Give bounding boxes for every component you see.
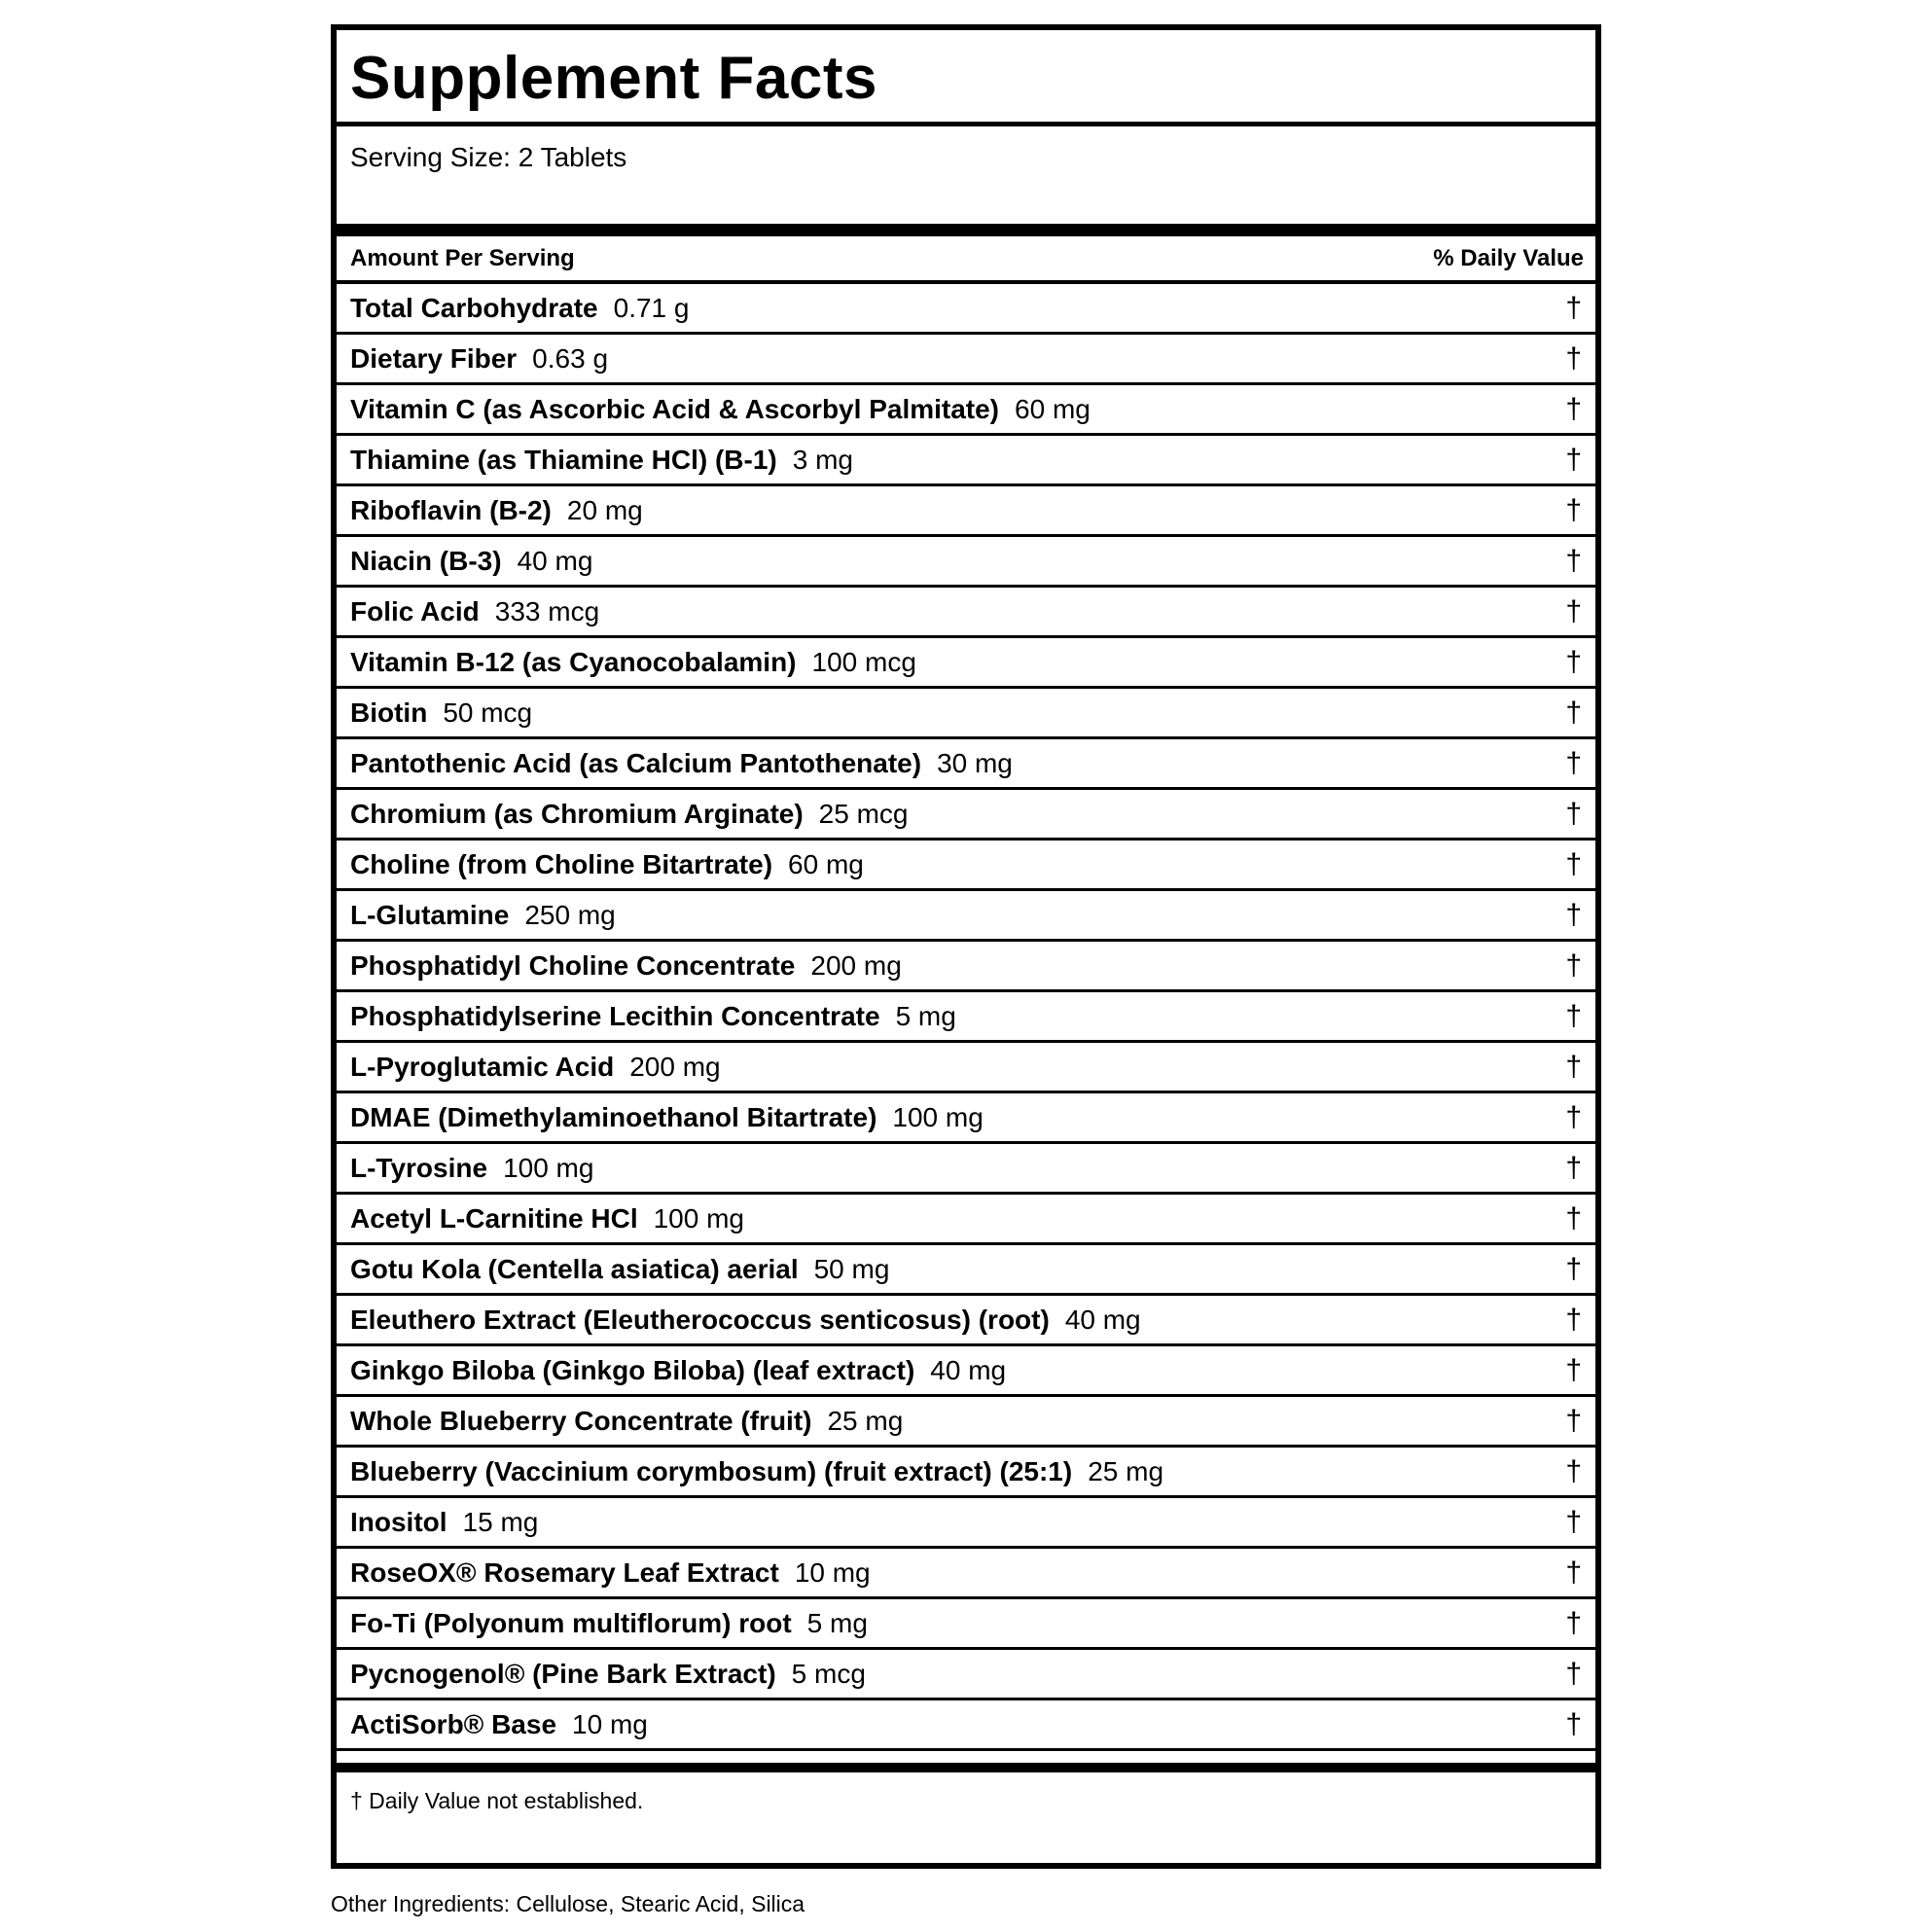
ingredient-name: RoseOX® Rosemary Leaf Extract [350, 1556, 779, 1588]
ingredient-amount: 200 mg [629, 1051, 721, 1082]
daily-value-header: % Daily Value [1433, 244, 1584, 271]
ingredient-row [337, 1650, 1595, 1700]
ingredient-name: Vitamin C (as Ascorbic Acid & Ascorbyl Palmitate) [350, 393, 1000, 424]
column-header-row [337, 236, 1595, 284]
ingredient-text [350, 1102, 984, 1133]
ingredient-row [337, 588, 1595, 638]
ingredient-amount: 333 mcg [494, 595, 600, 626]
ingredient-name: Total Carbohydrate [350, 292, 598, 323]
ingredient-row [337, 739, 1595, 790]
ingredient-row [337, 841, 1595, 891]
ingredient-amount: 100 mg [653, 1202, 745, 1234]
ingredient-row [337, 638, 1595, 689]
ingredient-amount: 200 mg [810, 949, 902, 981]
ingredient-amount: 100 mg [892, 1101, 984, 1132]
daily-value-dagger: † [1565, 341, 1582, 375]
ingredient-text [350, 748, 1013, 779]
ingredient-row [337, 1043, 1595, 1093]
daily-value-dagger: † [1565, 1151, 1582, 1184]
ingredient-name: Blueberry (Vaccinium corymbosum) (fruit extract) (25:1) [350, 1455, 1073, 1486]
ingredient-row [337, 284, 1595, 335]
ingredient-row [337, 689, 1595, 739]
daily-value-dagger: † [1565, 1657, 1582, 1690]
ingredient-text [350, 1355, 1006, 1386]
ingredient-text [350, 1659, 866, 1690]
ingredient-text [350, 546, 592, 577]
ingredient-amount: 25 mg [827, 1405, 904, 1436]
ingredient-name: L-Tyrosine [350, 1152, 488, 1183]
ingredient-name: Niacin (B-3) [350, 545, 502, 576]
ingredient-amount: 25 mcg [818, 798, 909, 829]
daily-value-dagger: † [1565, 898, 1582, 931]
daily-value-dagger: † [1565, 291, 1582, 324]
ingredient-name: Inositol [350, 1506, 447, 1537]
ingredient-row [337, 1346, 1595, 1397]
ingredient-row [337, 992, 1595, 1043]
daily-value-dagger: † [1565, 1252, 1582, 1285]
daily-value-dagger: † [1565, 443, 1582, 476]
ingredient-amount: 0.71 g [613, 292, 690, 323]
daily-value-dagger: † [1565, 392, 1582, 425]
ingredient-name: Acetyl L-Carnitine HCl [350, 1202, 638, 1234]
ingredient-amount: 10 mg [572, 1708, 648, 1739]
ingredient-name: Ginkgo Biloba (Ginkgo Biloba) (leaf extract) [350, 1354, 915, 1385]
ingredient-amount: 25 mg [1088, 1455, 1164, 1486]
ingredient-name: Pycnogenol® (Pine Bark Extract) [350, 1658, 776, 1689]
ingredient-name: Pantothenic Acid (as Calcium Pantothenate) [350, 747, 922, 778]
ingredient-amount: 100 mg [503, 1152, 594, 1183]
daily-value-dagger: † [1565, 1606, 1582, 1639]
ingredient-row [337, 942, 1595, 992]
ingredient-name: Phosphatidylserine Lecithin Concentrate [350, 1000, 880, 1031]
serving-size: Serving Size: 2 Tablets [350, 142, 627, 172]
daily-value-dagger: † [1565, 847, 1582, 880]
footnote: † Daily Value not established. [350, 1788, 644, 1813]
daily-value-dagger: † [1565, 1201, 1582, 1234]
ingredient-row [337, 1397, 1595, 1448]
ingredient-row [337, 1195, 1595, 1245]
ingredient-text [350, 293, 689, 324]
ingredient-text [350, 1001, 956, 1032]
daily-value-dagger: † [1565, 493, 1582, 526]
ingredient-text [350, 1153, 593, 1184]
amount-per-serving-header: Amount Per Serving [350, 244, 575, 271]
daily-value-dagger: † [1565, 746, 1582, 779]
ingredient-row [337, 1700, 1595, 1751]
ingredient-amount: 5 mcg [791, 1658, 866, 1689]
ingredient-amount: 40 mg [930, 1354, 1007, 1385]
daily-value-dagger: † [1565, 797, 1582, 830]
ingredient-amount: 60 mg [1015, 393, 1091, 424]
ingredient-text [350, 1456, 1163, 1487]
ingredient-name: Fo-Ti (Polyonum multiflorum) root [350, 1607, 792, 1638]
daily-value-dagger: † [1565, 1303, 1582, 1336]
ingredient-row [337, 891, 1595, 942]
ingredient-amount: 0.63 g [532, 342, 609, 374]
serving-row [337, 126, 1595, 236]
daily-value-dagger: † [1565, 1556, 1582, 1589]
ingredient-name: Whole Blueberry Concentrate (fruit) [350, 1405, 812, 1436]
ingredient-amount: 10 mg [794, 1556, 871, 1588]
ingredient-name: L-Glutamine [350, 899, 510, 930]
ingredient-amount: 20 mg [566, 494, 643, 525]
ingredient-text [350, 1203, 744, 1234]
ingredient-text [350, 1254, 889, 1285]
ingredient-amount: 50 mg [813, 1253, 890, 1284]
ingredient-text [350, 1709, 648, 1740]
ingredient-list [337, 284, 1595, 1751]
ingredient-amount: 250 mg [524, 899, 616, 930]
ingredient-text [350, 596, 599, 627]
ingredient-name: Riboflavin (B-2) [350, 494, 552, 525]
panel-title: Supplement Facts [350, 45, 877, 112]
ingredient-name: L-Pyroglutamic Acid [350, 1051, 615, 1082]
ingredient-amount: 40 mg [517, 545, 593, 576]
ingredient-amount: 50 mcg [443, 697, 533, 728]
ingredient-text [350, 799, 909, 830]
ingredient-row [337, 335, 1595, 385]
ingredient-row [337, 385, 1595, 436]
ingredient-text [350, 900, 616, 931]
ingredient-name: Vitamin B-12 (as Cyanocobalamin) [350, 646, 797, 677]
daily-value-dagger: † [1565, 1707, 1582, 1740]
ingredient-row [337, 1448, 1595, 1498]
ingredient-text [350, 1557, 871, 1589]
daily-value-dagger: † [1565, 1404, 1582, 1437]
ingredient-row [337, 1296, 1595, 1346]
ingredient-amount: 5 mg [895, 1000, 956, 1031]
ingredient-name: Choline (from Choline Bitartrate) [350, 848, 773, 879]
daily-value-dagger: † [1565, 1353, 1582, 1386]
daily-value-dagger: † [1565, 594, 1582, 627]
ingredient-amount: 60 mg [788, 848, 864, 879]
ingredient-row [337, 1498, 1595, 1549]
ingredient-name: Biotin [350, 697, 428, 728]
ingredient-name: Chromium (as Chromium Arginate) [350, 798, 804, 829]
ingredient-amount: 40 mg [1064, 1304, 1141, 1335]
ingredient-text [350, 950, 902, 982]
ingredient-name: Gotu Kola (Centella asiatica) aerial [350, 1253, 799, 1284]
ingredient-text [350, 647, 916, 678]
ingredient-amount: 3 mg [792, 444, 853, 475]
ingredient-text [350, 849, 864, 880]
ingredient-name: Eleuthero Extract (Eleutherococcus senticosus) (root) [350, 1304, 1050, 1335]
ingredient-row [337, 537, 1595, 588]
ingredient-text [350, 495, 643, 526]
ingredient-row [337, 436, 1595, 486]
ingredient-text [350, 394, 1091, 425]
ingredient-text [350, 445, 853, 476]
daily-value-dagger: † [1565, 696, 1582, 729]
ingredient-text [350, 698, 532, 729]
ingredient-name: Folic Acid [350, 595, 480, 626]
daily-value-dagger: † [1565, 948, 1582, 982]
ingredient-row [337, 486, 1595, 537]
daily-value-dagger: † [1565, 1100, 1582, 1133]
title-row [337, 30, 1595, 126]
daily-value-dagger: † [1565, 544, 1582, 577]
ingredient-name: DMAE (Dimethylaminoethanol Bitartrate) [350, 1101, 877, 1132]
daily-value-dagger: † [1565, 645, 1582, 678]
ingredient-name: ActiSorb® Base [350, 1708, 557, 1739]
daily-value-dagger: † [1565, 1505, 1582, 1538]
ingredient-name: Thiamine (as Thiamine HCl) (B-1) [350, 444, 777, 475]
ingredient-amount: 30 mg [937, 747, 1013, 778]
ingredient-row [337, 790, 1595, 841]
ingredient-text [350, 1507, 538, 1538]
ingredient-text [350, 1608, 868, 1639]
ingredient-text [350, 1305, 1141, 1336]
ingredient-text [350, 343, 608, 375]
ingredient-text [350, 1406, 903, 1437]
ingredient-amount: 5 mg [806, 1607, 868, 1638]
ingredient-row [337, 1245, 1595, 1296]
ingredient-name: Dietary Fiber [350, 342, 518, 374]
ingredient-row [337, 1144, 1595, 1195]
thick-divider [337, 1763, 1595, 1772]
daily-value-dagger: † [1565, 999, 1582, 1032]
daily-value-dagger: † [1565, 1050, 1582, 1083]
daily-value-dagger: † [1565, 1454, 1582, 1487]
ingredient-text [350, 1052, 721, 1083]
ingredient-row [337, 1093, 1595, 1144]
ingredient-name: Phosphatidyl Choline Concentrate [350, 949, 796, 981]
supplement-facts-panel [331, 24, 1601, 1869]
ingredient-row [337, 1599, 1595, 1650]
ingredient-amount: 15 mg [462, 1506, 539, 1537]
ingredient-amount: 100 mcg [811, 646, 916, 677]
ingredient-row [337, 1549, 1595, 1599]
other-ingredients: Other Ingredients: Cellulose, Stearic Acid, Silica [331, 1891, 805, 1916]
